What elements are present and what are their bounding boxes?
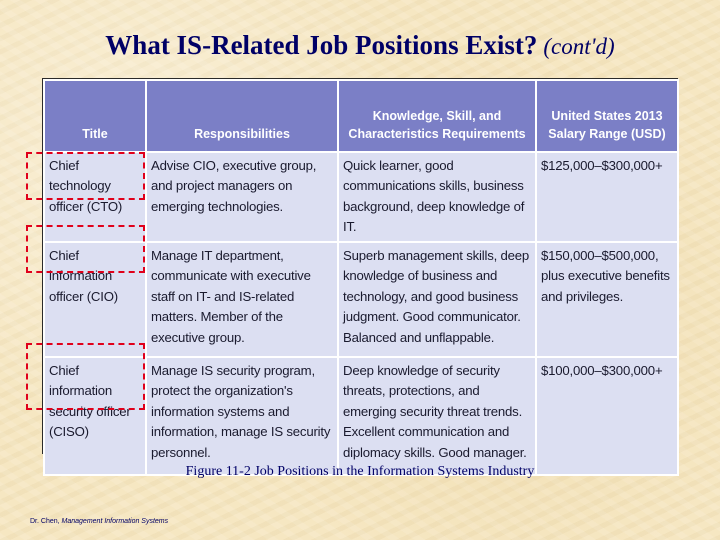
cell-responsibilities: Manage IT department, communicate with executive staff on IT- and IS-related matters. Member of the executive group. (146, 242, 338, 357)
figure-caption: Figure 11-2 Job Positions in the Information Systems Industry (185, 464, 535, 479)
cell-salary: $100,000–$300,000+ (536, 357, 678, 475)
cell-requirements: Quick learner, good communications skills, business background, deep knowledge of IT. (338, 152, 536, 242)
cell-salary: $125,000–$300,000+ (536, 152, 678, 242)
table-header-row (44, 80, 678, 152)
cell-requirements: Superb management skills, deep knowledge of business and technology, and good business judgment. Good communicator. Balanced and unflappable. (338, 242, 536, 357)
cell-responsibilities: Manage IS security program, protect the organization's information systems and information, manage IS security personnel. (146, 357, 338, 475)
footer (30, 518, 168, 525)
header-title: Title (44, 80, 146, 152)
slide-title (0, 30, 720, 61)
slide-title-main: What IS-Related Job Positions Exist? (105, 30, 538, 60)
footer-author: Dr. Chen, (30, 518, 60, 525)
slide-title-continued: (cont'd) (543, 34, 615, 59)
cell-salary: $150,000–$500,000, plus executive benefits and privileges. (536, 242, 678, 357)
cell-title: Chief information security officer (CISO) (44, 357, 146, 475)
cell-title: Chief information officer (CIO) (44, 242, 146, 357)
header-salary: United States 2013 Salary Range (USD) (536, 80, 678, 152)
table-row (44, 357, 678, 475)
header-requirements: Knowledge, Skill, and Characteristics Requirements (338, 80, 536, 152)
cell-requirements: Deep knowledge of security threats, protections, and emerging security threat trends. Excellent communication and diplomacy skills. Good manager. (338, 357, 536, 475)
job-positions-table (42, 78, 678, 460)
cell-responsibilities: Advise CIO, executive group, and project managers on emerging technologies. (146, 152, 338, 242)
table-row (44, 242, 678, 357)
cell-title: Chief technology officer (CTO) (44, 152, 146, 242)
table-row (44, 152, 678, 242)
footer-source: Management Information Systems (61, 518, 169, 525)
header-responsibilities: Responsibilities (146, 80, 338, 152)
